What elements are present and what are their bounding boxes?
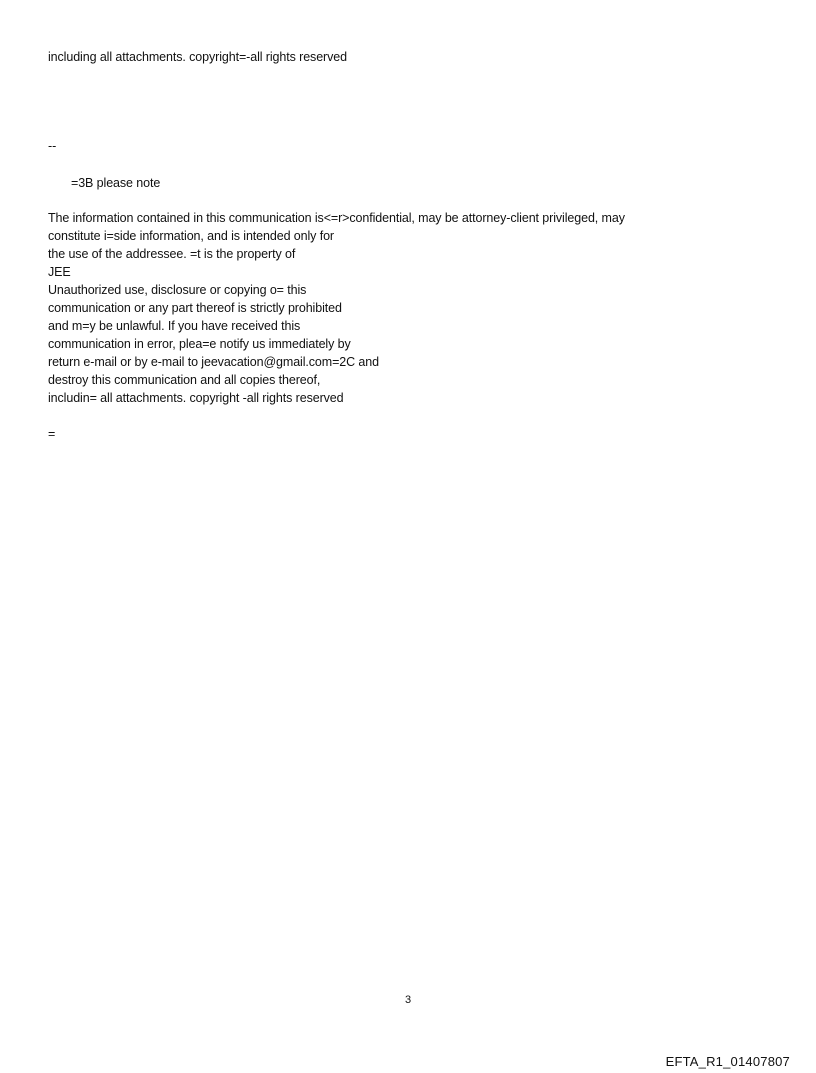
body-line: includin= all attachments. copyright -all rights reserved — [48, 391, 344, 405]
signature-separator: -- — [48, 139, 57, 153]
page-number: 3 — [404, 994, 412, 1006]
body-line: and m=y be unlawful. If you have received this — [48, 319, 301, 333]
please-note-line: =3B please note — [71, 176, 161, 190]
top-copyright-line: including all attachments. copyright=-all rights reserved — [48, 50, 347, 64]
document-id: EFTA_R1_01407807 — [665, 1054, 790, 1069]
body-line: destroy this communication and all copies thereof, — [48, 373, 321, 387]
body-line: communication or any part thereof is strictly prohibited — [48, 301, 342, 315]
body-line: communication in error, plea=e notify us immediately by — [48, 337, 351, 351]
body-line: Unauthorized use, disclosure or copying o= this — [48, 283, 307, 297]
body-line: The information contained in this communication is<=r>confidential, may be attorney-client privileged, may — [48, 211, 625, 225]
body-line: constitute i=side information, and is intended only for — [48, 229, 334, 243]
body-line: the use of the addressee. =t is the property of — [48, 247, 296, 261]
end-mark: = — [48, 427, 56, 441]
body-line: return e-mail or by e-mail to jeevacation@gmail.com=2C and — [48, 355, 379, 369]
body-line: JEE — [48, 265, 71, 279]
